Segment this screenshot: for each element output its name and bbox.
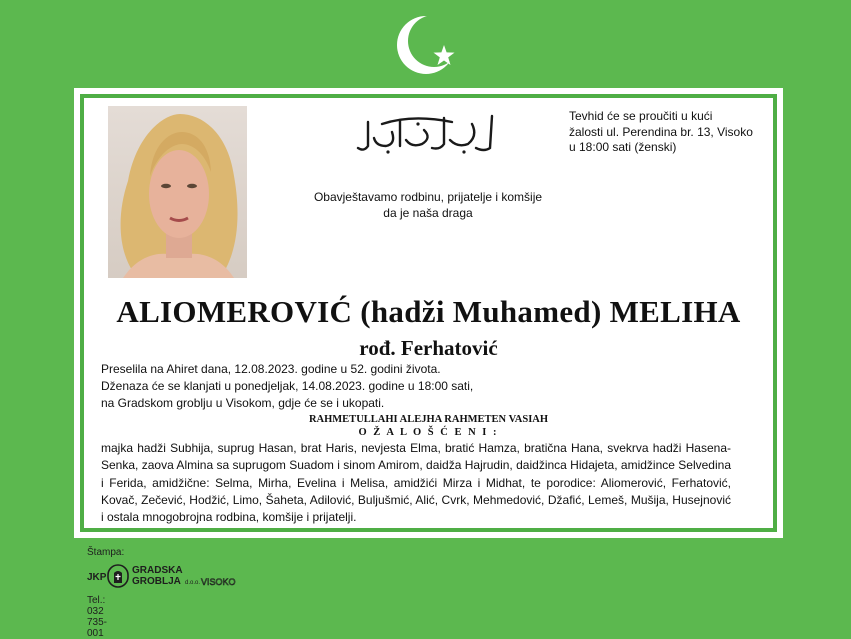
funeral-details [101, 361, 541, 412]
tevhid-notice [569, 109, 779, 156]
printer-logo [87, 563, 247, 591]
logo-city: VISOKO [201, 577, 236, 587]
obituary-card [74, 88, 783, 538]
logo-text-groblja: GROBLJA [132, 576, 181, 587]
printer-phone: Tel.: 032 735-001 [87, 595, 108, 639]
tevhid-line: žalosti ul. Perendina br. 13, Visoko [569, 124, 753, 139]
detail-line: na Gradskom groblju u Visokom, gdje će se i ukopati. [101, 396, 385, 410]
logo-doo: d.o.o. [185, 580, 201, 586]
detail-line: Preselila na Ahiret dana, 12.08.2023. godine u 52. godini života. [101, 362, 441, 376]
print-label: Štampa: [87, 547, 125, 558]
detail-line: Dženaza će se klanjati u ponedjeljak, 14.08.2023. godine u 18:00 sati, [101, 379, 474, 393]
mourners-heading: O Ž A L O Š Ć E N I : [358, 427, 499, 438]
deceased-name: ALIOMEROVIĆ (hadži Muhamed) MELIHA [116, 294, 741, 329]
intro-text [300, 189, 556, 221]
mourners-list: majka hadži Subhija, suprug Hasan, brat Haris, nevjesta Elma, bratić Hamza, bratična Hana, svekrva hadži Hasena-Senka, zaova Almina sa suprugom Suadom i sinom Amirom, daidža Hajrudin, daidžinca Hidajeta, amidžince Selvedina i Ferida, amidžične: Selma, Mirha, Evelina i Melisa, amidžići Mirza i Midhat, te porodice: Aliomerović, Ferhatović, Kovač, Zečević, Hodžić, Limo, Šaheta, Adilović, Buljušmić, Alić, Cvrk, Mehmedović, Džafić, Lemeš, Mušija, Husejnović i ostala mnogobrojna rodbina, komšije i prijatelji. [101, 441, 731, 525]
arabic-calligraphy [352, 110, 502, 156]
crescent-star-icon [393, 10, 465, 82]
tevhid-line: u 18:00 sati (ženski) [569, 140, 677, 154]
intro-line: da je naša draga [383, 206, 473, 220]
dua-text: RAHMETULLAHI ALEJHA RAHMETEN VASIAH [308, 414, 549, 425]
tevhid-line: Tevhid će se proučiti u kući [569, 109, 713, 123]
logo-text-gradska: GRADSKA [132, 565, 183, 576]
intro-line: Obavještavamo rodbinu, prijatelje i komšije [313, 190, 543, 204]
portrait-photo [108, 106, 247, 278]
jkp-label: JKP [87, 572, 107, 583]
grave-emblem-icon [107, 564, 129, 588]
maiden-name: rođ. Ferhatović [359, 336, 498, 360]
